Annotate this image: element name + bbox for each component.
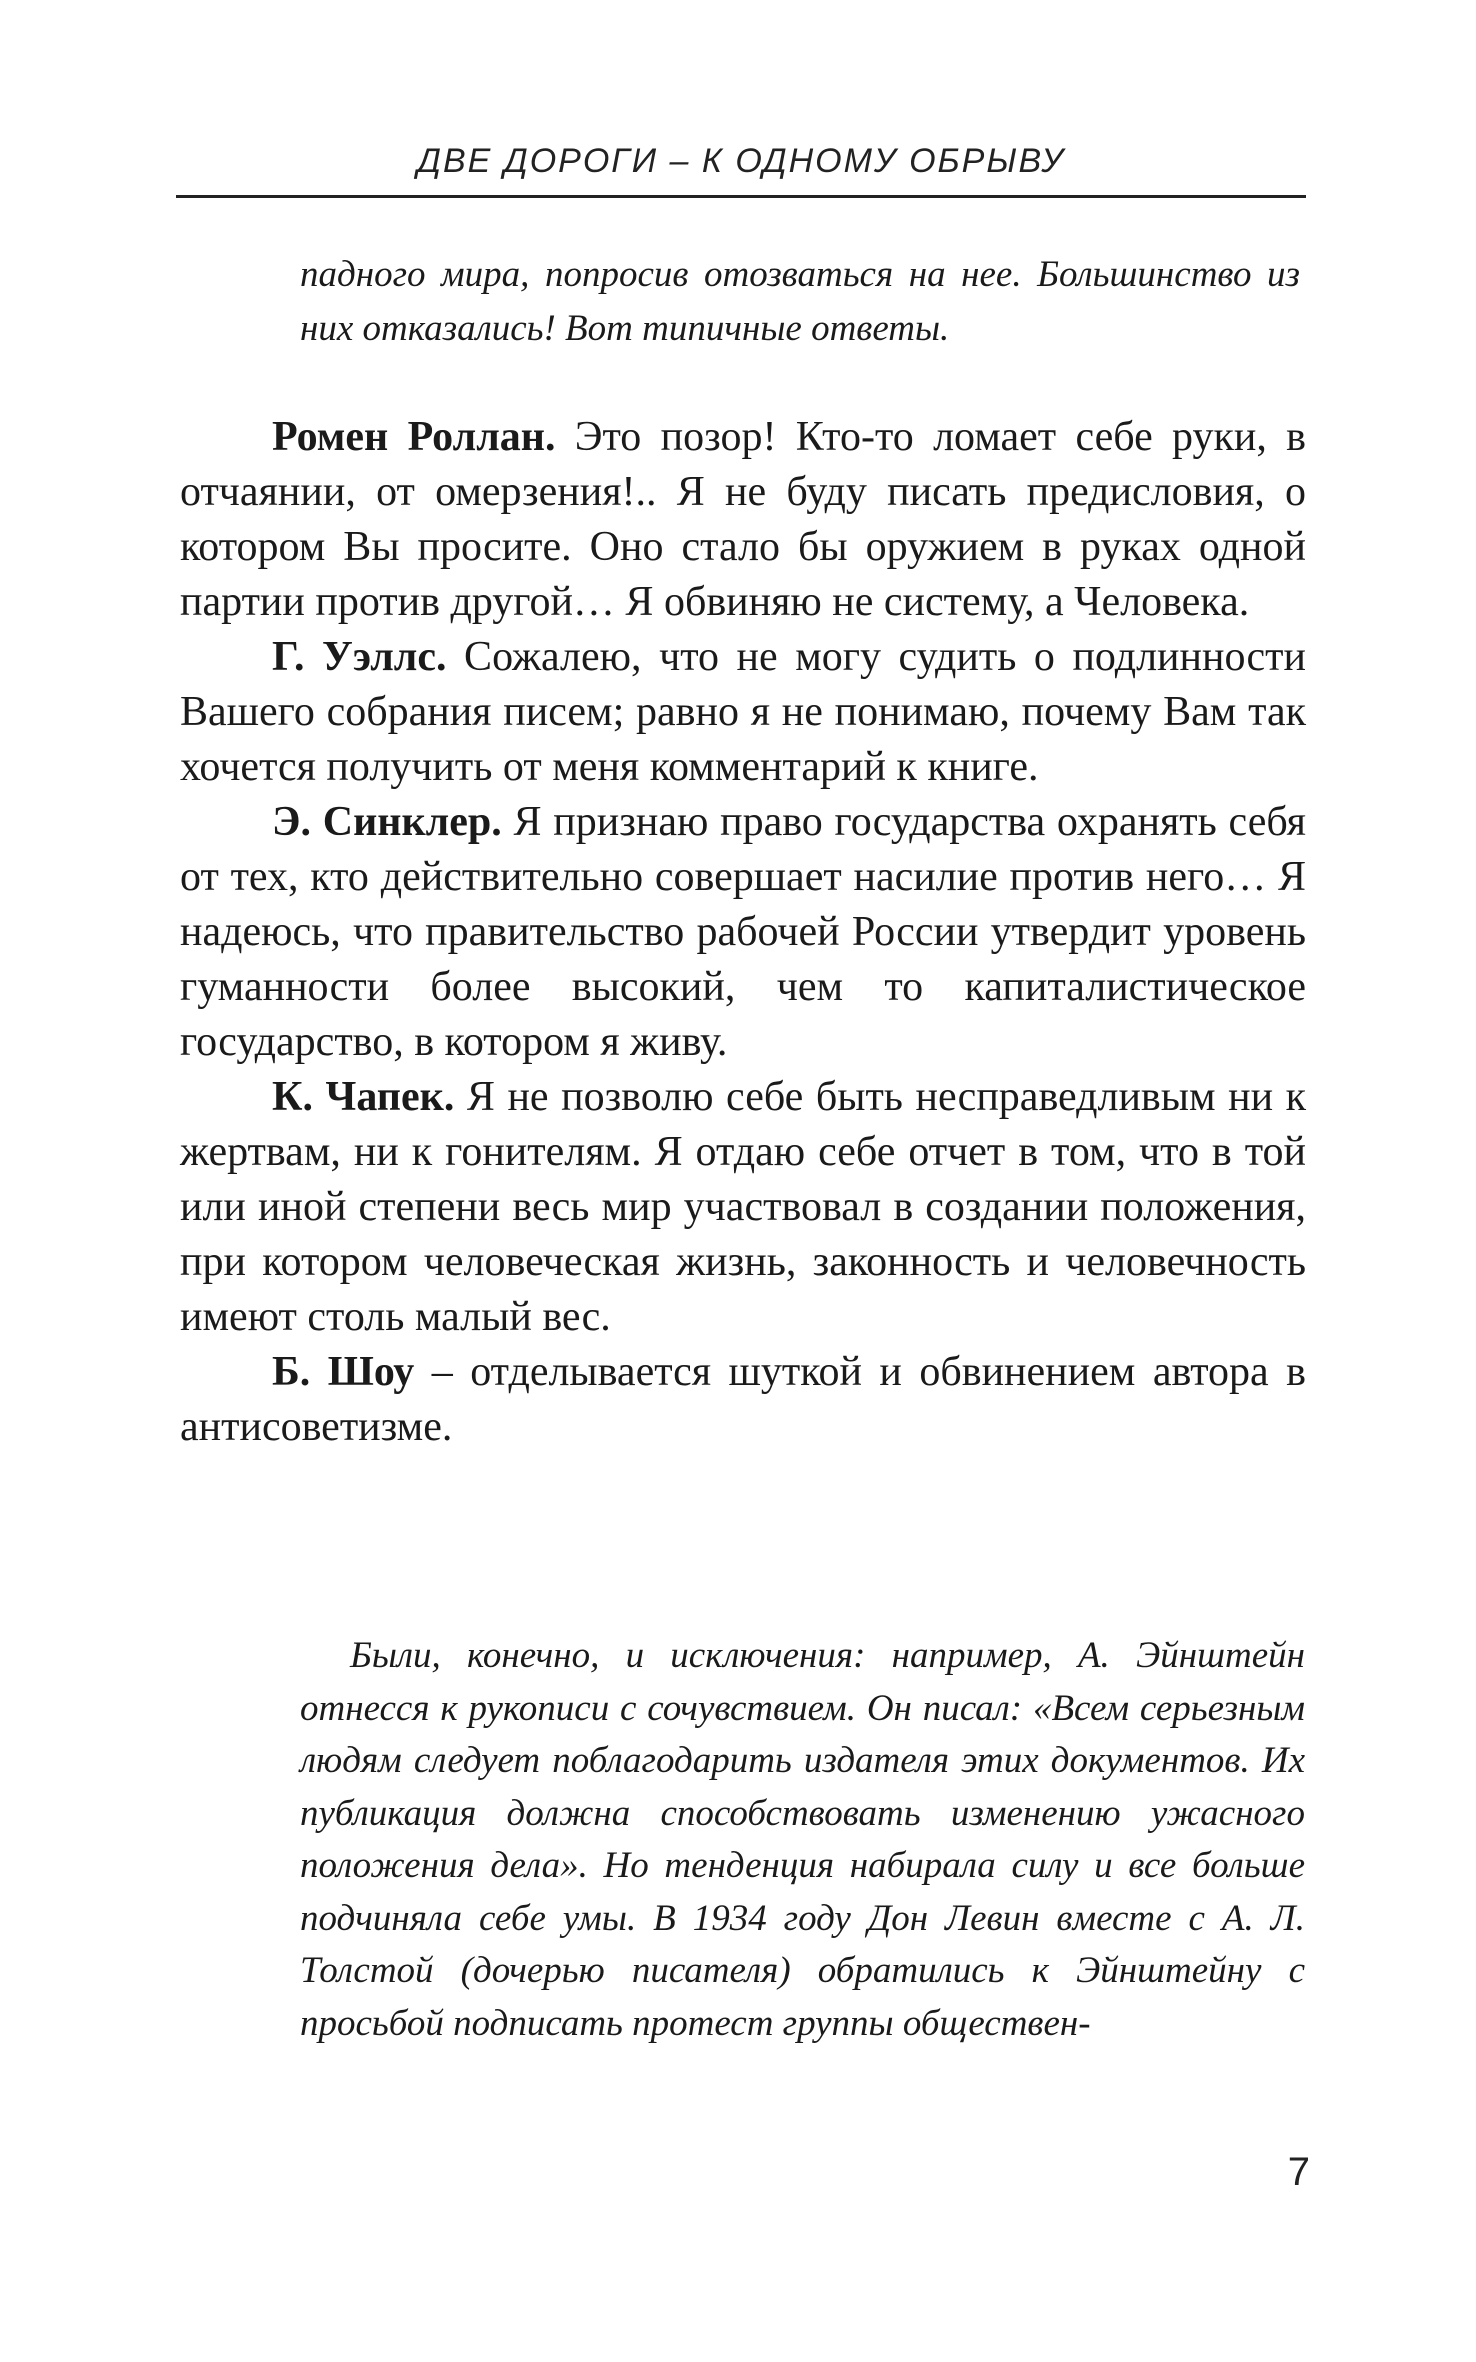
- reply-text: Сожалею, что не могу судить о подлинности Вашего собрания писем; равно я не понимаю, почему Вам так хочется получить от меня комментарий к книге.: [180, 634, 1306, 790]
- reply-text: Я признаю право государства охранять себя от тех, кто действительно совершает насилие против него… Я надеюсь, что правительство рабочей России утвердит уровень гуманности более высокий, чем то капиталистическое государство, в котором я живу.: [180, 799, 1306, 1065]
- intro-text: падного мира, попросив отозваться на нее. Большинство из них отказались! Вот типичные ответы.: [300, 254, 1300, 349]
- page-number: 7: [1287, 2150, 1310, 2194]
- commentary-text: Были, конечно, и исключения: например, А. Эйнштейн отнесся к рукописи с сочувствием. Он писал: «Всем серьезным людям следует поблагодарить издателя этих документов. Их публикация должна способствовать изменению ужасного положения дела». Но тенденция набирала силу и все больше подчиняла себе умы. В 1934 году Дон Левин вместе с А. Л. Толстой (дочерью писателя) обратились к Эйнштейну с просьбой подписать протест группы обществен-: [300, 1635, 1305, 2044]
- reply-shaw: [180, 1345, 1306, 1455]
- commentary-section: [300, 1630, 1305, 2050]
- replies-section: [180, 410, 1306, 1455]
- header-rule: [176, 195, 1306, 198]
- reply-sinclair: [180, 795, 1306, 1070]
- reply-author: Ромен Роллан.: [272, 414, 556, 460]
- reply-rolland: [180, 410, 1306, 630]
- reply-capek: [180, 1070, 1306, 1345]
- reply-wells: [180, 630, 1306, 795]
- reply-text: – отделывается шуткой и обвинением автора в антисоветизме.: [180, 1349, 1306, 1450]
- intro-paragraph: [300, 248, 1300, 356]
- reply-author: Б. Шоу: [272, 1349, 415, 1395]
- reply-author: К. Чапек.: [272, 1074, 455, 1120]
- running-header: ДВЕ ДОРОГИ – К ОДНОМУ ОБРЫВУ: [417, 142, 1065, 180]
- reply-author: Г. Уэллс.: [272, 634, 447, 680]
- reply-author: Э. Синклер.: [272, 799, 502, 845]
- reply-text: Это позор! Кто-то ломает себе руки, в отчаянии, от омерзения!.. Я не буду писать предисловия, о котором Вы просите. Оно стало бы оружием в руках одной партии против другой… Я обвиняю не систему, а Человека.: [180, 414, 1307, 625]
- reply-text: Я не позволю себе быть несправедливым ни к жертвам, ни к гонителям. Я отдаю себе отчет в том, что в той или иной степени весь мир участвовал в создании положения, при котором человеческая жизнь, законность и человечность имеют столь малый вес.: [180, 1074, 1307, 1340]
